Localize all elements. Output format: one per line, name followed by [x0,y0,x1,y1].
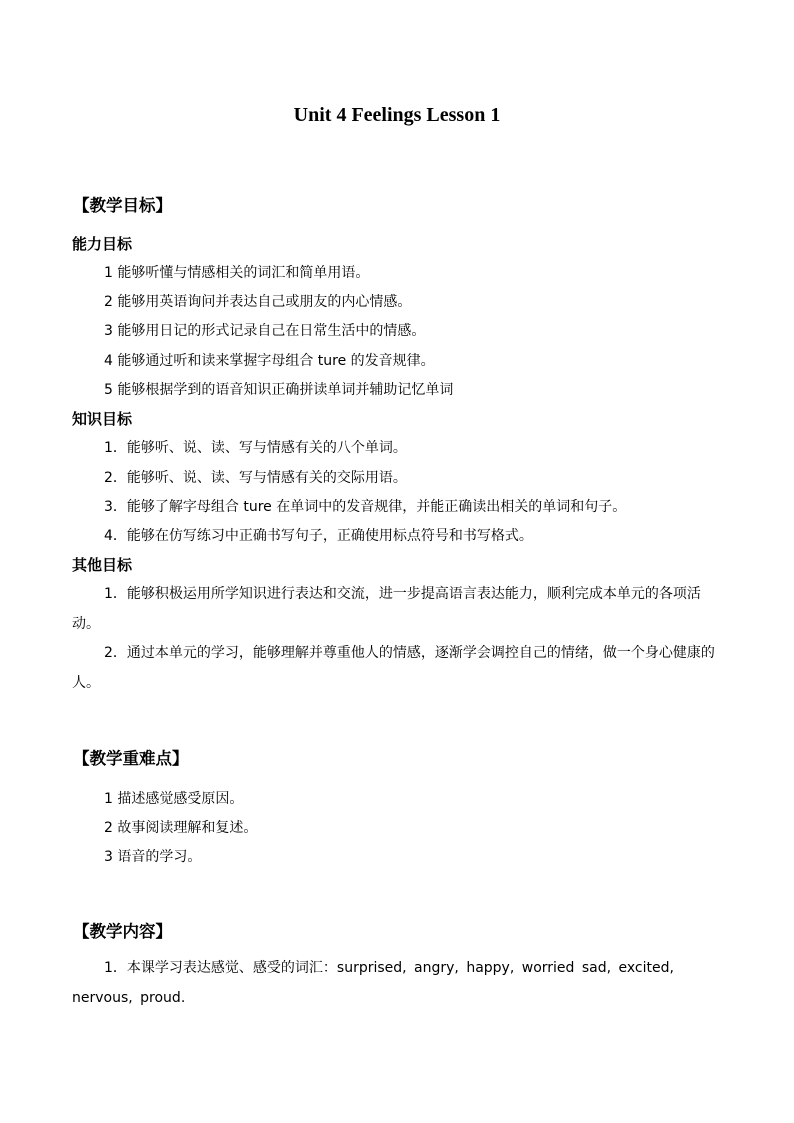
ability-item-1: 1 能够听懂与情感相关的词汇和简单用语。 [104,265,370,281]
objectives-heading: 【教学目标】 [73,196,172,215]
document-title: Unit 4 Feelings Lesson 1 [293,104,501,126]
key-points-heading: 【教学重难点】 [73,749,189,768]
knowledge-heading: 知识目标 [72,410,133,428]
knowledge-item-4: 4．能够在仿写练习中正确书写句子，正确使用标点符号和书写格式。 [104,528,533,544]
knowledge-item-1: 1．能够听、说、读、写与情感有关的八个单词。 [104,440,407,456]
content-heading: 【教学内容】 [73,922,172,941]
other-item-2: 2．通过本单元的学习，能够理解并尊重他人的情感，逐渐学会调控自己的情绪，做一个身心健康的人。 [72,645,715,691]
ability-heading: 能力目标 [72,235,133,253]
ability-item-5: 5 能够根据学到的语音知识正确拼读单词并辅助记忆单词 [104,382,454,398]
key-point-item-2: 2 故事阅读理解和复述。 [104,820,258,836]
ability-item-4: 4 能够通过听和读来掌握字母组合 ture 的发音规律。 [104,353,435,369]
other-heading: 其他目标 [72,556,133,574]
ability-item-3: 3 能够用日记的形式记录自己在日常生活中的情感。 [104,323,426,339]
key-point-item-1: 1 描述感觉感受原因。 [104,791,244,807]
knowledge-item-2: 2．能够听、说、读、写与情感有关的交际用语。 [104,470,407,486]
key-point-item-3: 3 语音的学习。 [104,849,202,865]
content-item-1: 1．本课学习表达感觉、感受的词汇：surprised, angry, happy, worried sad, excited, nervous, proud. [72,960,674,1006]
knowledge-item-3: 3．能够了解字母组合 ture 在单词中的发音规律，并能正确读出相关的单词和句子。 [104,499,627,515]
ability-item-2: 2 能够用英语询问并表达自己或朋友的内心情感。 [104,294,412,310]
other-item-1: 1．能够积极运用所学知识进行表达和交流，进一步提高语言表达能力，顺利完成本单元的各项活动。 [72,586,701,632]
